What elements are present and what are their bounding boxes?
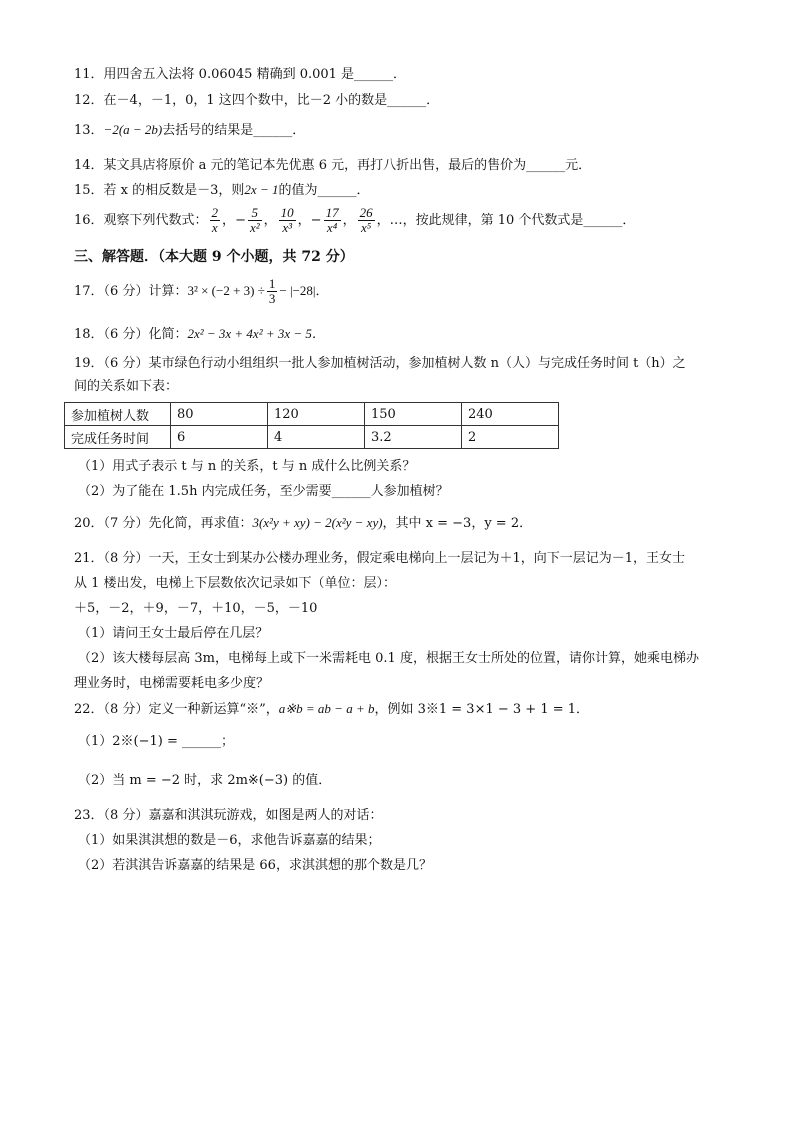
question-20-tail: ，其中 x = −3，y = 2． — [382, 516, 533, 531]
question-16-lead: 16．观察下列代数式： — [74, 213, 208, 228]
question-20 — [74, 514, 532, 533]
planting-table — [64, 402, 559, 449]
table-cell: 120 — [268, 403, 365, 426]
question-11: 11．用四舍五入法将 0.06045 精确到 0.001 是______． — [74, 67, 407, 82]
table-cell: 150 — [365, 403, 462, 426]
question-16: 16．观察下列代数式： $\frac{2}{x}$ ，− $\frac{5}{\text{x²}}$ ， $\frac{10}{\text{x³}}$ ，− $\frac{17}{\text{x⁴}}$ ， $\frac{26}{\text{x⁵}}$ ，…，按此规律，第 10 个代数式是______． — [74, 205, 636, 235]
table-cell: 2 — [462, 426, 559, 449]
fraction-4-sign: − — [310, 213, 322, 228]
table-row-label: 完成任务时间 — [65, 426, 171, 449]
question-19-sub-1: （1）用式子表示 t 与 n 的关系，t 与 n 成什么比例关系？ — [78, 459, 416, 474]
question-21-record: ＋5，－2，＋9，－7，＋10，－5，－10 — [74, 601, 318, 616]
question-15 — [74, 181, 369, 200]
fraction-2-numerator: 5 — [248, 206, 262, 221]
question-13-expression: −2(a − 2b) — [103, 122, 163, 137]
question-22 — [74, 700, 589, 719]
fraction-2 — [248, 206, 262, 235]
fraction-4 — [324, 206, 341, 235]
question-23-line-1: 23．（8 分）嘉嘉和淇淇玩游戏，如图是两人的对话： — [74, 808, 383, 823]
question-17-fraction-numerator: 1 — [268, 276, 276, 291]
fraction-1-numerator: 2 — [211, 205, 219, 220]
fraction-5 — [358, 206, 375, 235]
question-18 — [74, 325, 325, 344]
question-23-sub-1: （1）如果淇淇想的数是－6，求他告诉嘉嘉的结果； — [78, 833, 381, 848]
question-23-sub-2: （2）若淇淇告诉嘉嘉的结果是 66，求淇淇想的那个数是几？ — [78, 858, 432, 873]
table-row — [65, 403, 559, 426]
question-22-sub-2: （2）当 m = −2 时，求 2m※(−3) 的值． — [78, 773, 332, 788]
question-15-lead: 15．若 x 的相反数是－3，则 — [74, 183, 245, 198]
section-3-heading: 三、解答题．（本大题 9 个小题，共 72 分） — [74, 249, 354, 265]
fraction-3-denominator: x³ — [282, 220, 292, 235]
question-22-example: ，例如 3※1 = 3×1 − 3 + 1 = 1． — [374, 702, 590, 717]
table-row-label: 参加植树人数 — [65, 403, 171, 426]
question-21-sub-2b: 理业务时，电梯需要耗电多少度？ — [74, 676, 270, 691]
question-18-expression: 2x² − 3x + 4x² + 3x − 5． — [187, 326, 325, 341]
fraction-1-denominator: x — [211, 220, 218, 235]
table-row — [65, 426, 559, 449]
question-20-lead: 20．（7 分）先化简，再求值： — [74, 516, 253, 531]
question-13-tail: 去括号的结果是______． — [162, 123, 306, 138]
question-16-tail: ，…，按此规律，第 10 个代数式是______． — [376, 213, 636, 228]
fraction-4-denominator: x⁴ — [326, 220, 338, 235]
question-21-sub-2a: （2）该大楼每层高 3m，电梯每上或下一米需耗电 0.1 度，根据王女士所处的位置，请你计算，她乘电梯办 — [78, 651, 699, 666]
question-17-fraction-denominator: 3 — [268, 291, 276, 306]
question-21-line-1: 21．（8 分）一天，王女士到某办公楼办理业务，假定乘电梯向上一层记为＋1，向下一层记为－1，王女士 — [74, 551, 685, 566]
table-cell: 4 — [268, 426, 365, 449]
table-cell: 80 — [171, 403, 268, 426]
question-13 — [74, 121, 305, 140]
question-19-sub-2: （2）为了能在 1.5h 内完成任务，至少需要______人参加植树？ — [78, 484, 449, 499]
fraction-4-numerator: 17 — [325, 205, 339, 220]
question-18-lead: 18．（6 分）化简： — [74, 327, 188, 342]
question-22-definition: a※b = ab − a + b — [278, 701, 375, 716]
question-22-sub-1: （1）2※(−1) = ______； — [78, 734, 235, 749]
question-12: 12．在－4，－1，0，1 这四个数中，比－2 小的数是______． — [74, 93, 440, 108]
question-17-expression-a: 3² × (−2 + 3) ÷ — [187, 283, 265, 298]
question-20-expression: 3(x²y + xy) − 2(x²y − xy) — [252, 515, 383, 530]
question-17-expression-b: − |−28|． — [279, 283, 329, 298]
question-17-lead: 17．（6 分）计算： — [74, 284, 188, 299]
fraction-2-denominator: x² — [249, 220, 260, 235]
question-21-sub-1: （1）请问王女士最后停在几层？ — [78, 626, 269, 641]
question-22-lead: 22．（8 分）定义一种新运算“※”， — [74, 702, 279, 717]
fraction-5-denominator: x⁵ — [360, 220, 372, 235]
question-14: 14．某文具店将原价 a 元的笔记本先优惠 6 元，再打八折出售，最后的售价为______元． — [74, 158, 592, 173]
fraction-2-sign: − — [235, 213, 246, 228]
fraction-1 — [210, 206, 221, 235]
question-19-line-2: 间的关系如下表： — [74, 379, 179, 394]
table-cell: 3.2 — [365, 426, 462, 449]
question-13-number: 13． — [74, 123, 104, 138]
fraction-3-numerator: 10 — [280, 205, 294, 220]
question-21-line-2: 从 1 楼出发，电梯上下层数依次记录如下（单位：层）： — [74, 576, 397, 591]
question-15-expression: 2x − 1 — [244, 182, 279, 197]
question-17-fraction — [267, 277, 278, 306]
question-17 — [74, 276, 329, 307]
table-cell: 240 — [462, 403, 559, 426]
question-19-line-1: 19．（6 分）某市绿色行动小组组织一批人参加植树活动，参加植树人数 n（人）与完成任务时间 t（h）之 — [74, 356, 686, 371]
question-15-tail: 的值为______． — [278, 183, 370, 198]
fraction-5-numerator: 26 — [359, 205, 373, 220]
table-cell: 6 — [171, 426, 268, 449]
fraction-3 — [279, 206, 296, 235]
